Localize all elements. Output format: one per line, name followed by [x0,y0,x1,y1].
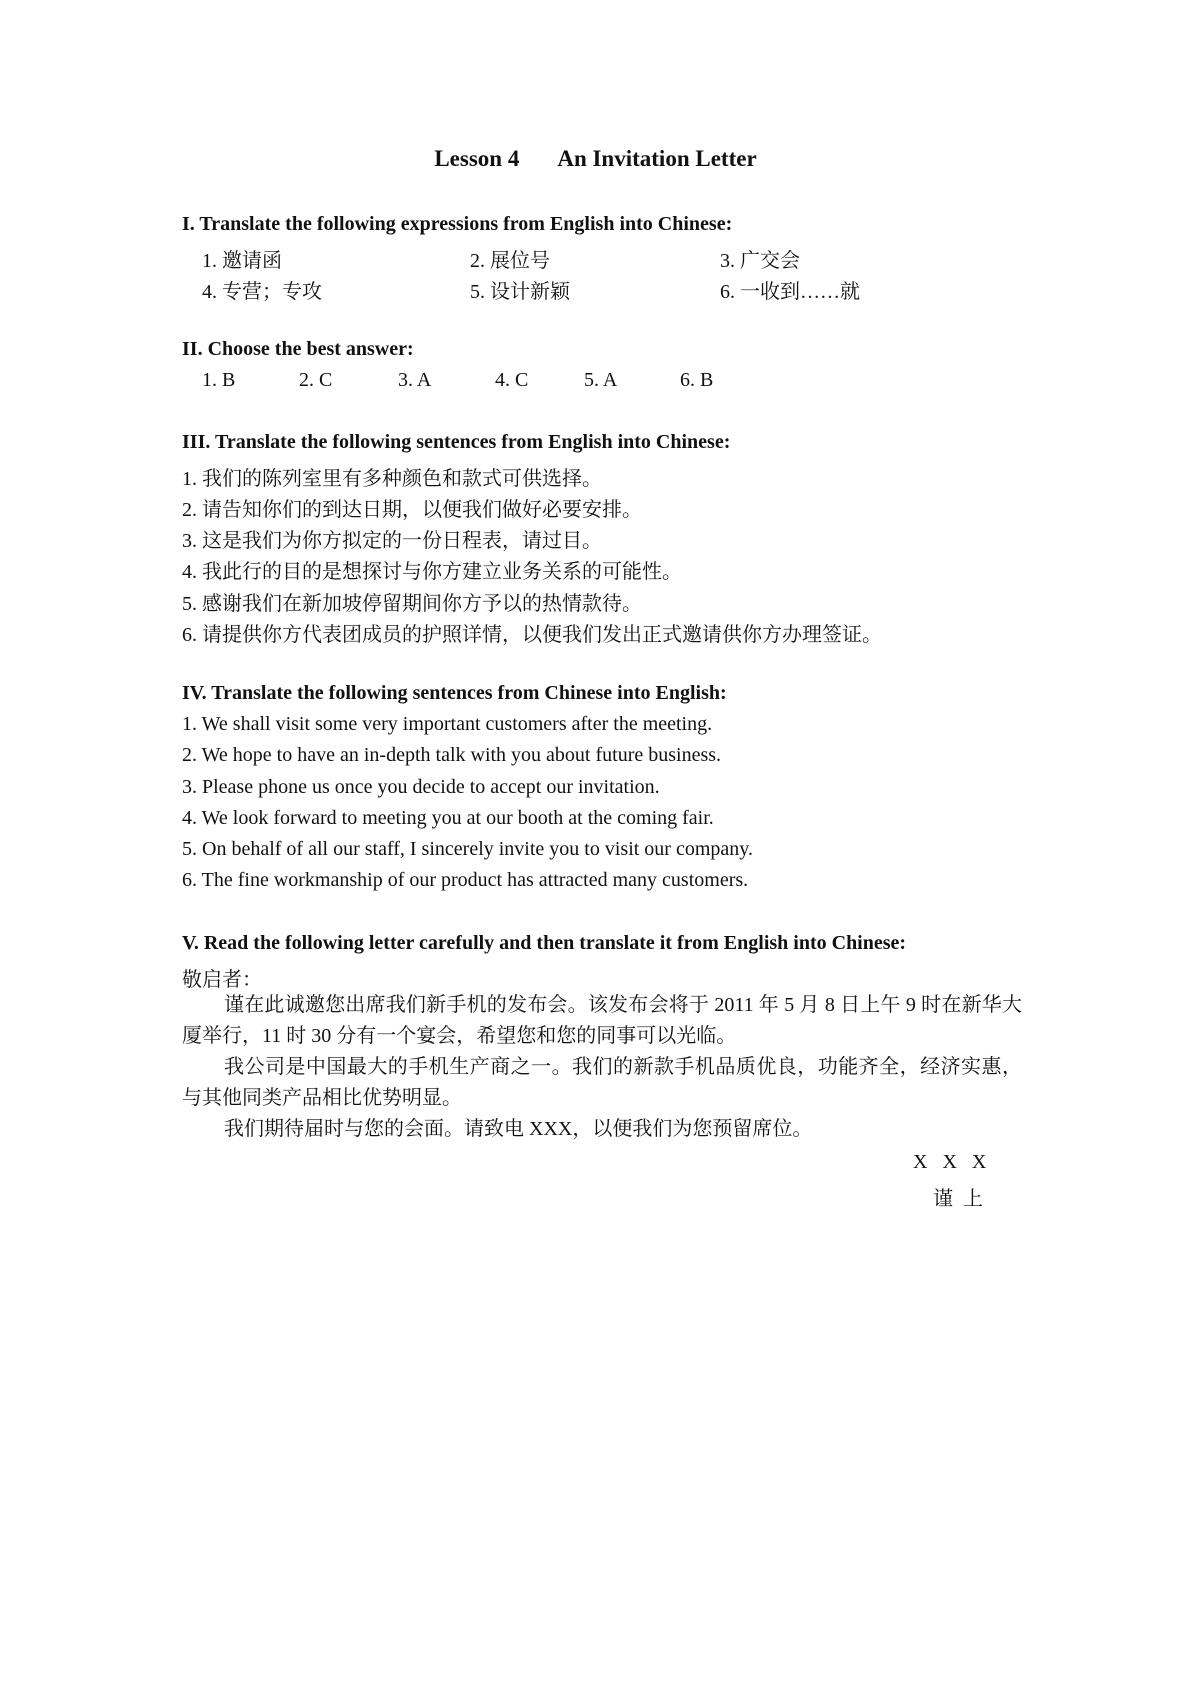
lesson-name: An Invitation Letter [557,146,757,171]
letter-paragraph: 谨在此诚邀您出席我们新手机的发布会。该发布会将于 2011 年 5 月 8 日上午 9 时在新华大厦举行，11 时 30 分有一个宴会，希望您和您的同事可以光临。 [182,994,1022,1047]
section-5-heading: V. Read the following letter carefully and then translate it from English into Chinese: [182,932,907,954]
translation-line: 1. We shall visit some very important customers after the meeting. [182,713,713,735]
translation-line: 2. 请告知你们的到达日期，以便我们做好必要安排。 [182,499,642,521]
translation-line: 5. On behalf of all our staff, I sincerely invite you to visit our company. [182,838,753,860]
answer-item: 5. A [584,369,618,391]
translation-line: 2. We hope to have an in-depth talk with you about future business. [182,744,722,766]
expression-item: 5. 设计新颖 [470,281,570,303]
signature-closing: 谨 上 [933,1188,983,1210]
section-3-heading: III. Translate the following sentences from English into Chinese: [182,431,731,453]
expression-item: 4. 专营；专攻 [202,281,322,303]
translation-line: 6. The fine workmanship of our product has attracted many customers. [182,869,749,891]
section-2-heading: II. Choose the best answer: [182,338,414,360]
translation-line: 4. We look forward to meeting you at our booth at the coming fair. [182,807,714,829]
expression-item: 1. 邀请函 [202,250,282,272]
answer-item: 2. C [299,369,333,391]
signature-name: X X X [913,1151,987,1173]
section-4-heading: IV. Translate the following sentences from Chinese into English: [182,682,727,704]
letter-paragraph: 我们期待届时与您的会面。请致电 XXX，以便我们为您预留席位。 [224,1118,813,1140]
translation-line: 4. 我此行的目的是想探讨与你方建立业务关系的可能性。 [182,561,682,583]
expression-item: 2. 展位号 [470,250,550,272]
answer-item: 4. C [495,369,529,391]
answer-item: 1. B [202,369,236,391]
translation-line: 3. 这是我们为你方拟定的一份日程表，请过目。 [182,530,602,552]
translation-line: 6. 请提供你方代表团成员的护照详情，以便我们发出正式邀请供你方办理签证。 [182,624,882,646]
letter-paragraph: 我公司是中国最大的手机生产商之一。我们的新款手机品质优良，功能齐全，经济实惠，与其他同类产品相比优势明显。 [182,1056,1022,1109]
expression-item: 3. 广交会 [720,250,800,272]
page-title [0,146,1191,172]
lesson-number: Lesson 4 [434,146,520,171]
translation-line: 5. 感谢我们在新加坡停留期间你方予以的热情款待。 [182,593,642,615]
answer-item: 3. A [398,369,432,391]
answer-item: 6. B [680,369,714,391]
section-1-heading: I. Translate the following expressions from English into Chinese: [182,213,733,235]
translation-line: 1. 我们的陈列室里有多种颜色和款式可供选择。 [182,468,602,490]
letter-salutation: 敬启者： [182,969,262,991]
translation-line: 3. Please phone us once you decide to accept our invitation. [182,776,660,798]
expression-item: 6. 一收到……就 [720,281,860,303]
